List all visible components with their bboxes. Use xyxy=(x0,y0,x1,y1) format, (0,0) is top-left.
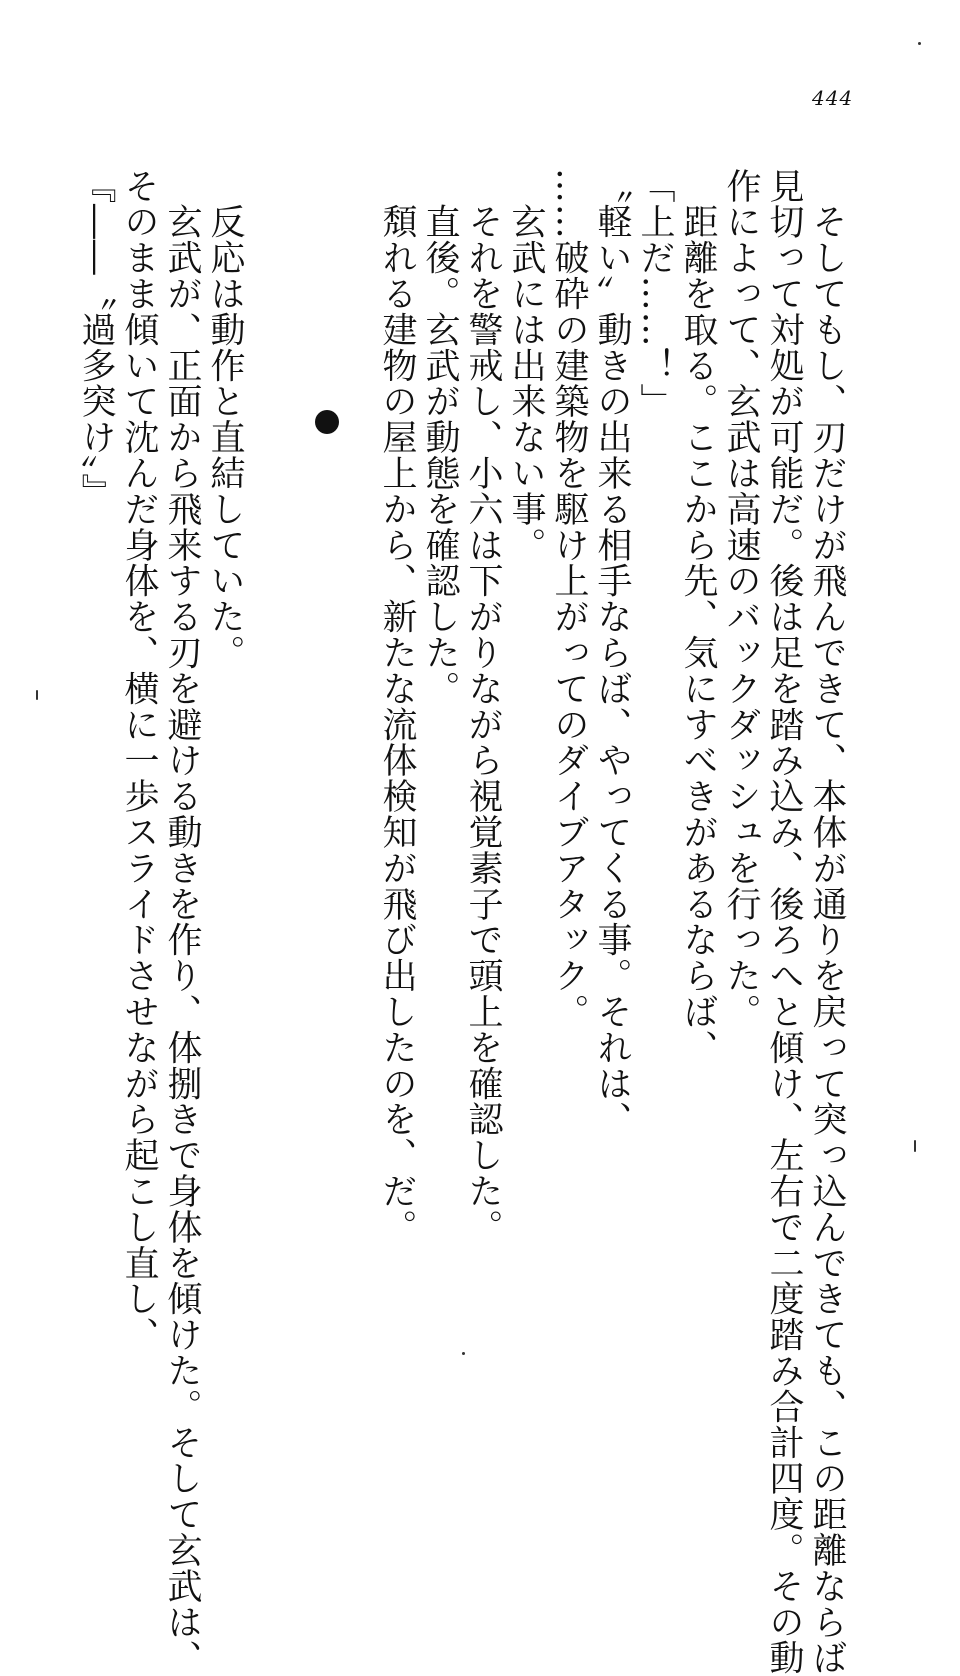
scan-speck xyxy=(462,1352,465,1355)
text-line: ……破砕の建築物を駆け上がってのダイブアタック。 xyxy=(549,168,589,1030)
text-line: 距離を取る。ここから先、気にすべきがあるならば、 xyxy=(678,168,718,1066)
page-number: 444 xyxy=(812,86,854,110)
scan-speck xyxy=(918,42,921,45)
text-line: 頽れる建物の屋上から、新たな流体検知が飛び出したのを、だ。 xyxy=(377,168,417,1245)
text-line: 玄武が、正面から飛来する刃を避ける動きを作り、体捌きで身体を傾けた。そして玄武は、 xyxy=(162,168,202,1676)
scan-speck xyxy=(914,1140,916,1152)
text-line: 反応は動作と直結していた。 xyxy=(205,168,245,671)
text-line: 作によって、玄武は高速のバックダッシュを行った。 xyxy=(721,168,761,1030)
text-line: 〝軽い〟動きの出来る相手ならば、やってくる事。それは、 xyxy=(592,168,632,1138)
section-break-dot xyxy=(315,410,339,434)
scan-speck xyxy=(36,690,38,700)
text-line: 見切って対処が可能だ。後は足を踏み込み、後ろへと傾け、左右で二度踏み合計四度。その動 xyxy=(764,168,804,1676)
text-line: 直後。玄武が動態を確認した。 xyxy=(420,168,460,707)
text-line: 『――〝過多突け〟』 xyxy=(76,168,116,510)
text-line: そしてもし、刃だけが飛んできて、本体が通りを戻って突っ込んできても、この距離ならば xyxy=(807,168,847,1676)
vertical-text-block xyxy=(76,168,848,1676)
text-line: 玄武には出来ない事。 xyxy=(506,168,546,563)
text-line: そのまま傾いて沈んだ身体を、横に一歩スライドさせながら起こし直し、 xyxy=(119,168,159,1353)
text-line: それを警戒し、小六は下がりながら視覚素子で頭上を確認した。 xyxy=(463,168,503,1245)
text-line: 「上だ……！」 xyxy=(635,168,675,420)
